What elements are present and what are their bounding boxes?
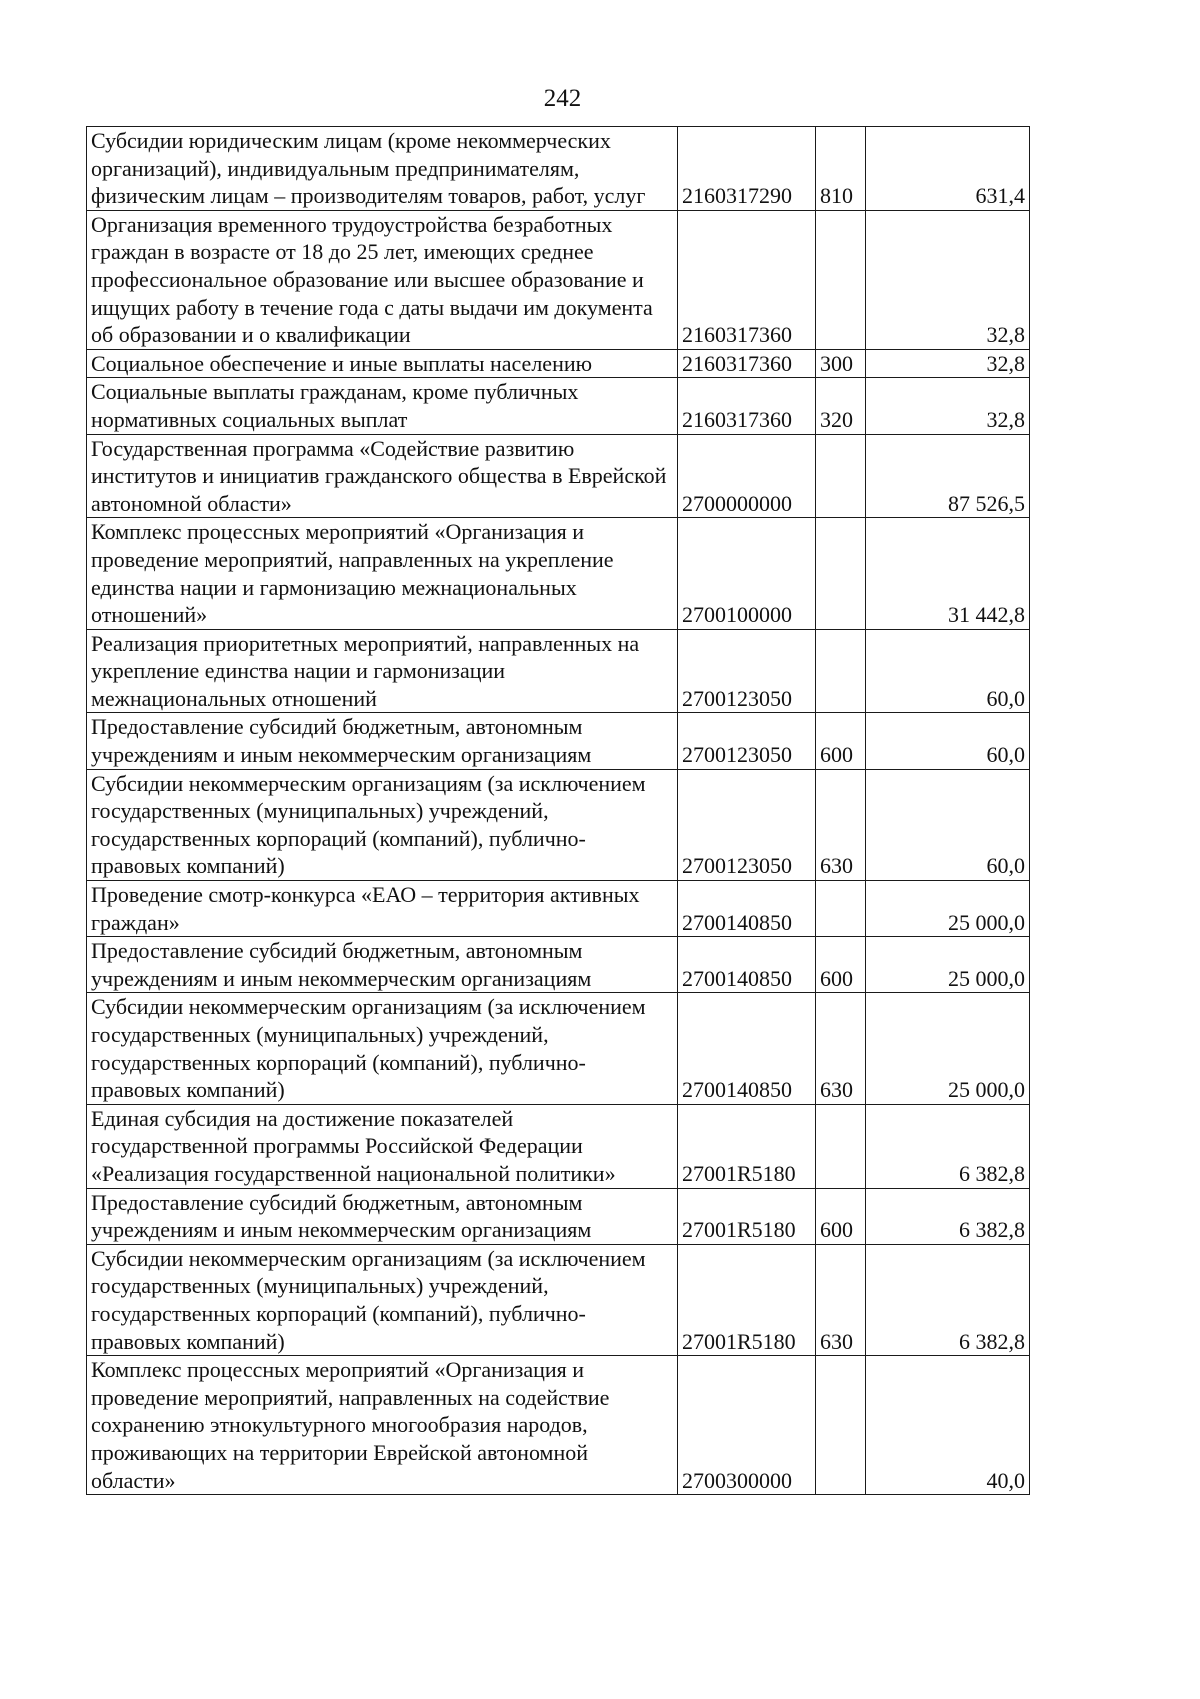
amount-cell: 25 000,0	[866, 881, 1030, 937]
expense-type-cell: 320	[816, 378, 866, 434]
target-code-cell: 2700300000	[678, 1356, 816, 1495]
table-row	[87, 937, 1030, 993]
table-row	[87, 349, 1030, 378]
item-name-cell: Единая субсидия на достижение показателей государственной программы Российской Федерации «Реализация государственной национальной политики»	[87, 1104, 678, 1188]
table-row	[87, 434, 1030, 518]
expense-type-cell	[816, 881, 866, 937]
item-name-cell: Предоставление субсидий бюджетным, автономным учреждениям и иным некоммерческим организациям	[87, 1188, 678, 1244]
amount-cell: 60,0	[866, 713, 1030, 769]
target-code-cell: 2700123050	[678, 713, 816, 769]
amount-cell: 32,8	[866, 349, 1030, 378]
table-row	[87, 1244, 1030, 1355]
target-code-cell: 2700000000	[678, 434, 816, 518]
item-name-cell: Социальные выплаты гражданам, кроме публичных нормативных социальных выплат	[87, 378, 678, 434]
item-name-cell: Проведение смотр-конкурса «ЕАО – территория активных граждан»	[87, 881, 678, 937]
expense-type-cell	[816, 1356, 866, 1495]
table-row	[87, 713, 1030, 769]
table-row	[87, 1356, 1030, 1495]
amount-cell: 87 526,5	[866, 434, 1030, 518]
budget-table	[86, 126, 1030, 1495]
amount-cell: 631,4	[866, 127, 1030, 211]
target-code-cell: 2700100000	[678, 518, 816, 629]
item-name-cell: Реализация приоритетных мероприятий, направленных на укрепление единства нации и гармонизации межнациональных отношений	[87, 629, 678, 713]
item-name-cell: Комплекс процессных мероприятий «Организация и проведение мероприятий, направленных на содействие сохранению этнокультурного многообразия народов, проживающих на территории Еврейской автономной области»	[87, 1356, 678, 1495]
table-row	[87, 1188, 1030, 1244]
amount-cell: 60,0	[866, 769, 1030, 880]
target-code-cell: 2160317290	[678, 127, 816, 211]
amount-cell: 31 442,8	[866, 518, 1030, 629]
target-code-cell: 2700140850	[678, 881, 816, 937]
expense-type-cell: 630	[816, 993, 866, 1104]
item-name-cell: Субсидии некоммерческим организациям (за исключением государственных (муниципальных) учреждений, государственных корпораций (компаний), публично-правовых компаний)	[87, 769, 678, 880]
amount-cell: 6 382,8	[866, 1188, 1030, 1244]
target-code-cell: 2160317360	[678, 210, 816, 349]
target-code-cell: 2160317360	[678, 349, 816, 378]
expense-type-cell: 810	[816, 127, 866, 211]
item-name-cell: Субсидии некоммерческим организациям (за исключением государственных (муниципальных) учреждений, государственных корпораций (компаний), публично-правовых компаний)	[87, 1244, 678, 1355]
table-row	[87, 210, 1030, 349]
amount-cell: 25 000,0	[866, 937, 1030, 993]
target-code-cell: 27001R5180	[678, 1188, 816, 1244]
item-name-cell: Организация временного трудоустройства безработных граждан в возрасте от 18 до 25 лет, имеющих среднее профессиональное образование или высшее образование и ищущих работу в течение года с даты выдачи им документа об образовании и о квалификации	[87, 210, 678, 349]
target-code-cell: 2700123050	[678, 629, 816, 713]
target-code-cell: 27001R5180	[678, 1244, 816, 1355]
target-code-cell: 2700140850	[678, 993, 816, 1104]
amount-cell: 32,8	[866, 378, 1030, 434]
target-code-cell: 2160317360	[678, 378, 816, 434]
target-code-cell: 2700123050	[678, 769, 816, 880]
table-row	[87, 881, 1030, 937]
table-row	[87, 1104, 1030, 1188]
expense-type-cell: 630	[816, 769, 866, 880]
amount-cell: 32,8	[866, 210, 1030, 349]
amount-cell: 6 382,8	[866, 1244, 1030, 1355]
amount-cell: 25 000,0	[866, 993, 1030, 1104]
amount-cell: 6 382,8	[866, 1104, 1030, 1188]
item-name-cell: Субсидии юридическим лицам (кроме некоммерческих организаций), индивидуальным предпринимателям, физическим лицам – производителям товаров, работ, услуг	[87, 127, 678, 211]
target-code-cell: 2700140850	[678, 937, 816, 993]
item-name-cell: Государственная программа «Содействие развитию институтов и инициатив гражданского общества в Еврейской автономной области»	[87, 434, 678, 518]
expense-type-cell	[816, 629, 866, 713]
item-name-cell: Комплекс процессных мероприятий «Организация и проведение мероприятий, направленных на укрепление единства нации и гармонизацию межнациональных отношений»	[87, 518, 678, 629]
expense-type-cell: 600	[816, 1188, 866, 1244]
item-name-cell: Социальное обеспечение и иные выплаты населению	[87, 349, 678, 378]
target-code-cell: 27001R5180	[678, 1104, 816, 1188]
expense-type-cell	[816, 518, 866, 629]
expense-type-cell: 600	[816, 937, 866, 993]
expense-type-cell: 300	[816, 349, 866, 378]
item-name-cell: Предоставление субсидий бюджетным, автономным учреждениям и иным некоммерческим организациям	[87, 937, 678, 993]
table-row	[87, 993, 1030, 1104]
expense-type-cell	[816, 434, 866, 518]
expense-type-cell	[816, 210, 866, 349]
expense-type-cell: 630	[816, 1244, 866, 1355]
page-number: 242	[543, 85, 582, 112]
table-row	[87, 518, 1030, 629]
budget-table-body	[87, 127, 1030, 1495]
table-row	[87, 127, 1030, 211]
item-name-cell: Субсидии некоммерческим организациям (за исключением государственных (муниципальных) учреждений, государственных корпораций (компаний), публично-правовых компаний)	[87, 993, 678, 1104]
item-name-cell: Предоставление субсидий бюджетным, автономным учреждениям и иным некоммерческим организациям	[87, 713, 678, 769]
amount-cell: 40,0	[866, 1356, 1030, 1495]
expense-type-cell	[816, 1104, 866, 1188]
amount-cell: 60,0	[866, 629, 1030, 713]
table-row	[87, 769, 1030, 880]
table-row	[87, 378, 1030, 434]
table-row	[87, 629, 1030, 713]
expense-type-cell: 600	[816, 713, 866, 769]
